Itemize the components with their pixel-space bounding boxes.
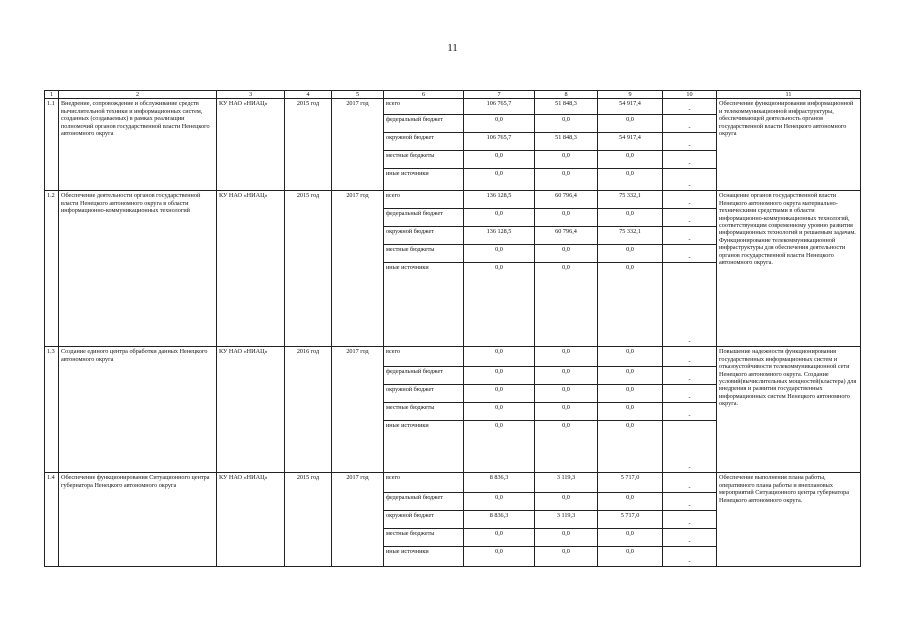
amount-other: -: [663, 421, 717, 473]
amount-2016: 3 119,3: [535, 511, 598, 529]
amount-2017: 75 332,1: [598, 227, 663, 245]
amount-2016: 0,0: [535, 421, 598, 473]
amount-2016: 60 796,4: [535, 191, 598, 209]
amount-other: -: [663, 227, 717, 245]
amount-2016: 51 848,3: [535, 133, 598, 151]
amount-2017: 54 917,4: [598, 99, 663, 115]
amount-2017: 0,0: [598, 347, 663, 367]
program-activities-table: [44, 90, 861, 567]
executor: КУ НАО «НИАЦ»: [217, 99, 285, 191]
amount-other: -: [663, 367, 717, 385]
amount-2017: 0,0: [598, 547, 663, 567]
funding-source: всего: [384, 347, 464, 367]
table-body: [45, 99, 861, 567]
row-number: 1.3: [45, 347, 59, 473]
funding-source: федеральный бюджет: [384, 493, 464, 511]
amount-2017: 54 917,4: [598, 133, 663, 151]
amount-2017: 0,0: [598, 367, 663, 385]
amount-2017: 0,0: [598, 169, 663, 191]
start-year: 2015 год: [285, 473, 332, 567]
amount-2016: 0,0: [535, 245, 598, 263]
table-row: [45, 99, 861, 115]
amount-2017: 5 717,0: [598, 511, 663, 529]
funding-source: иные источники: [384, 547, 464, 567]
amount-total: 0,0: [464, 529, 535, 547]
amount-other: -: [663, 385, 717, 403]
row-number: 1.1: [45, 99, 59, 191]
amount-total: 0,0: [464, 245, 535, 263]
expected-result: Обеспечение функционирования информационной и телекоммуникационной инфраструктуры, обеспечивающей деятельность органов государственной власти Ненецкого автономного округа: [717, 99, 861, 191]
column-header: 11: [717, 91, 861, 99]
end-year: 2017 год: [332, 99, 384, 191]
amount-other: -: [663, 511, 717, 529]
row-number: 1.4: [45, 473, 59, 567]
end-year: 2017 год: [332, 473, 384, 567]
row-number: 1.2: [45, 191, 59, 347]
funding-source: местные бюджеты: [384, 529, 464, 547]
funding-source: местные бюджеты: [384, 245, 464, 263]
amount-other: -: [663, 99, 717, 115]
amount-other: -: [663, 169, 717, 191]
column-header: 3: [217, 91, 285, 99]
funding-source: местные бюджеты: [384, 403, 464, 421]
amount-other: -: [663, 403, 717, 421]
activity-title: Создание единого центра обработки данных Ненецкого автономного округа: [59, 347, 217, 473]
column-header: 8: [535, 91, 598, 99]
amount-2017: 75 332,1: [598, 191, 663, 209]
amount-total: 106 765,7: [464, 133, 535, 151]
start-year: 2015 год: [285, 191, 332, 347]
table-row: [45, 473, 861, 493]
funding-source: федеральный бюджет: [384, 367, 464, 385]
amount-2016: 3 119,3: [535, 473, 598, 493]
amount-2017: 0,0: [598, 403, 663, 421]
amount-other: -: [663, 133, 717, 151]
amount-2017: 0,0: [598, 151, 663, 169]
amount-total: 0,0: [464, 421, 535, 473]
column-header: 5: [332, 91, 384, 99]
amount-other: -: [663, 245, 717, 263]
column-header: 1: [45, 91, 59, 99]
column-header: 6: [384, 91, 464, 99]
amount-2016: 60 796,4: [535, 227, 598, 245]
amount-total: 0,0: [464, 169, 535, 191]
activity-title: Внедрение, сопровождение и обслуживание средств вычислительной техники и информационных систем, созданных (создаваемых) в рамках реализации полномочий органов государственной власти Ненецкого автономного округа: [59, 99, 217, 191]
page-number: 11: [447, 42, 458, 54]
end-year: 2017 год: [332, 191, 384, 347]
amount-2017: 0,0: [598, 115, 663, 133]
amount-2017: 0,0: [598, 529, 663, 547]
funding-source: окружной бюджет: [384, 227, 464, 245]
amount-total: 0,0: [464, 367, 535, 385]
expected-result: Обеспечение выполнения плана работы, оперативного плана работы и внеплановых мероприятий Ситуационного центра губернатора Ненецкого автономного округа.: [717, 473, 861, 567]
column-header: 7: [464, 91, 535, 99]
start-year: 2016 год: [285, 347, 332, 473]
amount-other: -: [663, 191, 717, 209]
amount-2017: 0,0: [598, 245, 663, 263]
funding-source: всего: [384, 473, 464, 493]
column-header: 10: [663, 91, 717, 99]
funding-source: иные источники: [384, 421, 464, 473]
executor: КУ НАО «НИАЦ»: [217, 347, 285, 473]
amount-other: -: [663, 547, 717, 567]
amount-other: -: [663, 263, 717, 347]
amount-total: 0,0: [464, 347, 535, 367]
amount-other: -: [663, 209, 717, 227]
funding-source: окружной бюджет: [384, 511, 464, 529]
amount-other: -: [663, 529, 717, 547]
amount-2016: 0,0: [535, 151, 598, 169]
funding-source: иные источники: [384, 169, 464, 191]
amount-2016: 0,0: [535, 347, 598, 367]
amount-2016: 0,0: [535, 169, 598, 191]
activity-title: Обеспечение функционирования Ситуационного центра губернатора Ненецкого автономного округа: [59, 473, 217, 567]
amount-total: 0,0: [464, 385, 535, 403]
amount-2016: 0,0: [535, 493, 598, 511]
funding-source: федеральный бюджет: [384, 115, 464, 133]
start-year: 2015 год: [285, 99, 332, 191]
amount-2017: 0,0: [598, 385, 663, 403]
amount-total: 0,0: [464, 263, 535, 347]
column-header: 2: [59, 91, 217, 99]
amount-2016: 51 848,3: [535, 99, 598, 115]
funding-source: федеральный бюджет: [384, 209, 464, 227]
amount-2016: 0,0: [535, 115, 598, 133]
amount-2016: 0,0: [535, 367, 598, 385]
amount-other: -: [663, 473, 717, 493]
amount-total: 8 836,3: [464, 511, 535, 529]
funding-source: местные бюджеты: [384, 151, 464, 169]
amount-2017: 0,0: [598, 263, 663, 347]
amount-other: -: [663, 151, 717, 169]
amount-2016: 0,0: [535, 529, 598, 547]
amount-total: 136 128,5: [464, 191, 535, 209]
funding-source: окружной бюджет: [384, 133, 464, 151]
amount-2016: 0,0: [535, 547, 598, 567]
column-number-row: [45, 91, 861, 99]
funding-source: всего: [384, 99, 464, 115]
amount-2016: 0,0: [535, 403, 598, 421]
column-header: 9: [598, 91, 663, 99]
amount-2017: 0,0: [598, 493, 663, 511]
amount-total: 0,0: [464, 115, 535, 133]
amount-total: 0,0: [464, 493, 535, 511]
amount-total: 0,0: [464, 151, 535, 169]
amount-other: -: [663, 347, 717, 367]
amount-total: 0,0: [464, 209, 535, 227]
funding-source: иные источники: [384, 263, 464, 347]
amount-total: 106 765,7: [464, 99, 535, 115]
amount-total: 8 836,3: [464, 473, 535, 493]
amount-2017: 0,0: [598, 209, 663, 227]
funding-source: всего: [384, 191, 464, 209]
table-row: [45, 347, 861, 367]
executor: КУ НАО «НИАЦ»: [217, 473, 285, 567]
executor: КУ НАО «НИАЦ»: [217, 191, 285, 347]
amount-total: 136 128,5: [464, 227, 535, 245]
amount-2017: 0,0: [598, 421, 663, 473]
amount-total: 0,0: [464, 547, 535, 567]
amount-total: 0,0: [464, 403, 535, 421]
expected-result: Оснащение органов государственной власти Ненецкого автономного округа материально-техническими средствами в области информационно-коммуникационных технологий, соответствующим современному уровню развития информационных технологий и решаемым задачам. Функционирование телекоммуникационной инфраструктуры для обеспечения деятельности органов государственной власти Ненецкого автономного округа.: [717, 191, 861, 347]
activity-title: Обеспечение деятельности органов государственной власти Ненецкого автономного округа в области информационно-коммуникационных технологий: [59, 191, 217, 347]
amount-2017: 5 717,0: [598, 473, 663, 493]
amount-2016: 0,0: [535, 385, 598, 403]
table-row: [45, 191, 861, 209]
amount-2016: 0,0: [535, 263, 598, 347]
column-header: 4: [285, 91, 332, 99]
amount-2016: 0,0: [535, 209, 598, 227]
funding-source: окружной бюджет: [384, 385, 464, 403]
amount-other: -: [663, 115, 717, 133]
amount-other: -: [663, 493, 717, 511]
expected-result: Повышение надежности функционирования государственных информационных систем и отказоустойчивости телекоммуникационной сети Ненецкого автономного округа. Создание условий(вычислительных мощностей(кластера) для внедрения и развития государственных информационных систем Ненецкого автономного округа.: [717, 347, 861, 473]
end-year: 2017 год: [332, 347, 384, 473]
